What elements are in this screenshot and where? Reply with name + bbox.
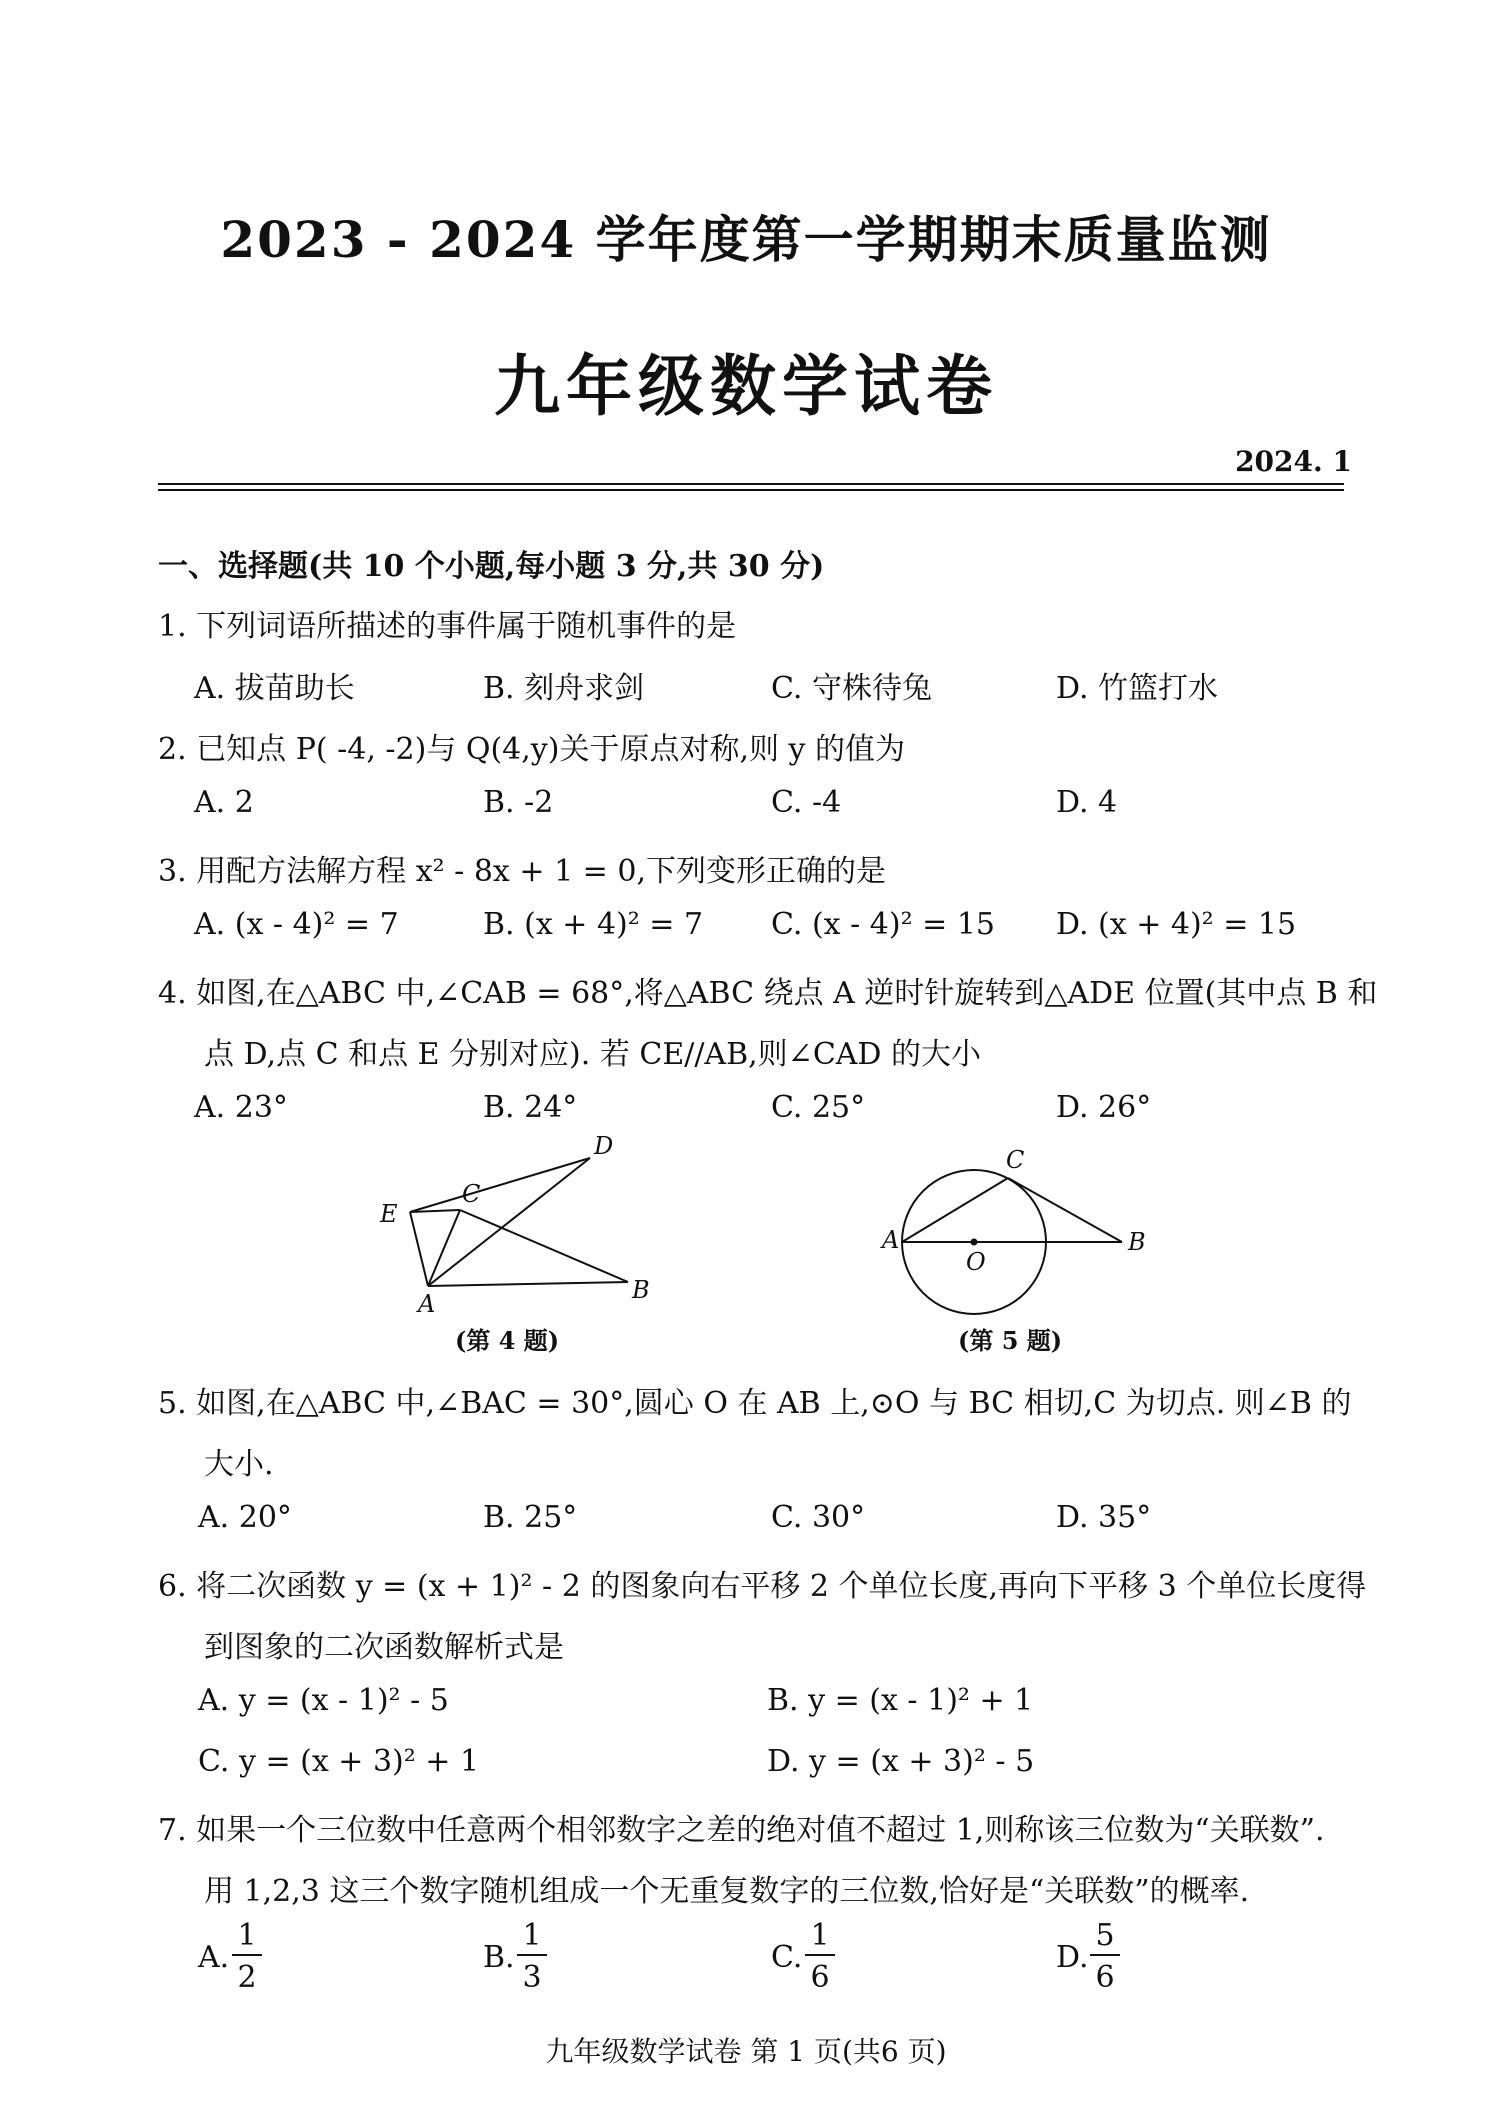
q5-option-c: C. 30° [771, 1500, 866, 1535]
q7-option-d-letter: D. [1056, 1940, 1089, 1975]
question-5-text-line2: 大小. [204, 1447, 274, 1482]
q4-option-b: B. 24° [483, 1090, 578, 1125]
q7-option-c-denominator: 6 [810, 1960, 830, 1995]
fig4-label-b: B [632, 1276, 650, 1304]
q7-option-c-fraction-bar [805, 1954, 835, 1956]
question-6-text-line1: 6. 将二次函数 y = (x + 1)² - 2 的图象向右平移 2 个单位长度,再向下平移 3 个单位长度得 [158, 1569, 1367, 1604]
q4-option-c: C. 25° [771, 1090, 866, 1125]
question-3-text: 3. 用配方法解方程 x² - 8x + 1 = 0,下列变形正确的是 [158, 854, 886, 889]
figure-4-diagram [370, 1132, 670, 1330]
q7-option-c-numerator: 1 [810, 1918, 830, 1953]
fig5-label-c: C [1006, 1146, 1025, 1174]
fig5-segment-ac [902, 1178, 1008, 1242]
fig4-label-d: D [594, 1132, 614, 1160]
fig4-label-e: E [380, 1200, 398, 1228]
fig5-label-o: O [966, 1248, 986, 1276]
q6-option-c: C. y = (x + 3)² + 1 [198, 1744, 480, 1779]
q1-option-a: A. 拔苗助长 [194, 671, 355, 706]
fig4-segment-ab [428, 1282, 628, 1286]
figure-5-diagram [880, 1140, 1180, 1330]
fig4-label-c: C [462, 1180, 481, 1208]
exam-date: 2024. 1 [1235, 445, 1352, 478]
figure-4-caption: (第 4 题) [455, 1326, 560, 1355]
q4-option-d: D. 26° [1056, 1090, 1152, 1125]
q3-option-b: B. (x + 4)² = 7 [483, 907, 704, 942]
fig4-segment-ed [410, 1158, 590, 1212]
q7-option-b-fraction-bar [517, 1954, 547, 1956]
section-title: 一、选择题(共 10 个小题,每小题 3 分,共 30 分) [158, 549, 825, 584]
fig4-segment-cb [460, 1210, 628, 1282]
question-5-text-line1: 5. 如图,在△ABC 中,∠BAC = 30°,圆心 O 在 AB 上,⊙O 与 BC 相切,C 为切点. 则∠B 的 [158, 1386, 1352, 1421]
q5-option-b: B. 25° [483, 1500, 578, 1535]
question-4-text-line2: 点 D,点 C 和点 E 分别对应). 若 CE//AB,则∠CAD 的大小 [204, 1037, 982, 1072]
q7-option-c-letter: C. [771, 1940, 803, 1975]
question-2-text: 2. 已知点 P( -4, -2)与 Q(4,y)关于原点对称,则 y 的值为 [158, 732, 906, 767]
q7-option-d-fraction-bar [1090, 1954, 1120, 1956]
fig5-segment-cb [1008, 1178, 1122, 1242]
q4-option-a: A. 23° [194, 1090, 288, 1125]
q1-option-b: B. 刻舟求剑 [483, 671, 645, 706]
q7-option-a-fraction-bar [232, 1954, 262, 1956]
fig5-label-b: B [1128, 1228, 1146, 1256]
q7-option-a-letter: A. [198, 1940, 230, 1975]
q7-option-a-numerator: 1 [237, 1918, 257, 1953]
q3-option-a: A. (x - 4)² = 7 [194, 907, 399, 942]
q6-option-a: A. y = (x - 1)² - 5 [198, 1683, 449, 1718]
q5-option-d: D. 35° [1056, 1500, 1152, 1535]
q7-option-a-denominator: 2 [237, 1960, 257, 1995]
fig5-center-dot [971, 1239, 978, 1246]
question-1-text: 1. 下列词语所描述的事件属于随机事件的是 [158, 609, 737, 644]
q1-option-d: D. 竹篮打水 [1056, 671, 1219, 706]
q1-option-c: C. 守株待兔 [771, 671, 932, 706]
q7-option-b-numerator: 1 [522, 1918, 542, 1953]
fig4-label-a: A [418, 1290, 436, 1318]
q7-option-b-denominator: 3 [522, 1960, 542, 1995]
q3-option-d: D. (x + 4)² = 15 [1056, 907, 1297, 942]
header-rule-top [158, 483, 1344, 485]
fig5-label-a: A [882, 1226, 900, 1254]
question-7-text-line2: 用 1,2,3 这三个数字随机组成一个无重复数字的三位数,恰好是“关联数”的概率. [204, 1874, 1250, 1909]
question-4-text-line1: 4. 如图,在△ABC 中,∠CAB = 68°,将△ABC 绕点 A 逆时针旋转到△ADE 位置(其中点 B 和 [158, 976, 1378, 1011]
q2-option-b: B. -2 [483, 785, 554, 820]
fig4-segment-ad [428, 1158, 590, 1286]
exam-subtitle: 九年级数学试卷 [494, 347, 998, 425]
q6-option-d: D. y = (x + 3)² - 5 [767, 1744, 1035, 1779]
question-6-text-line2: 到图象的二次函数解析式是 [204, 1630, 564, 1665]
q5-option-a: A. 20° [198, 1500, 292, 1535]
q2-option-d: D. 4 [1056, 785, 1118, 820]
figure-5-caption: (第 5 题) [958, 1326, 1063, 1355]
question-7-text-line1: 7. 如果一个三位数中任意两个相邻数字之差的绝对值不超过 1,则称该三位数为“关联数”. [158, 1813, 1325, 1848]
q3-option-c: C. (x - 4)² = 15 [771, 907, 995, 942]
q7-option-b-letter: B. [483, 1940, 515, 1975]
q6-option-b: B. y = (x - 1)² + 1 [767, 1683, 1034, 1718]
q7-option-d-denominator: 6 [1095, 1960, 1115, 1995]
header-rule-bottom [158, 489, 1344, 491]
fig4-segment-ea [410, 1212, 428, 1286]
q7-option-d-numerator: 5 [1095, 1918, 1115, 1953]
exam-title: 2023 - 2024 学年度第一学期期末质量监测 [220, 210, 1272, 269]
q2-option-c: C. -4 [771, 785, 842, 820]
page-footer: 九年级数学试卷 第 1 页(共6 页) [545, 2035, 947, 2068]
q2-option-a: A. 2 [194, 785, 254, 820]
